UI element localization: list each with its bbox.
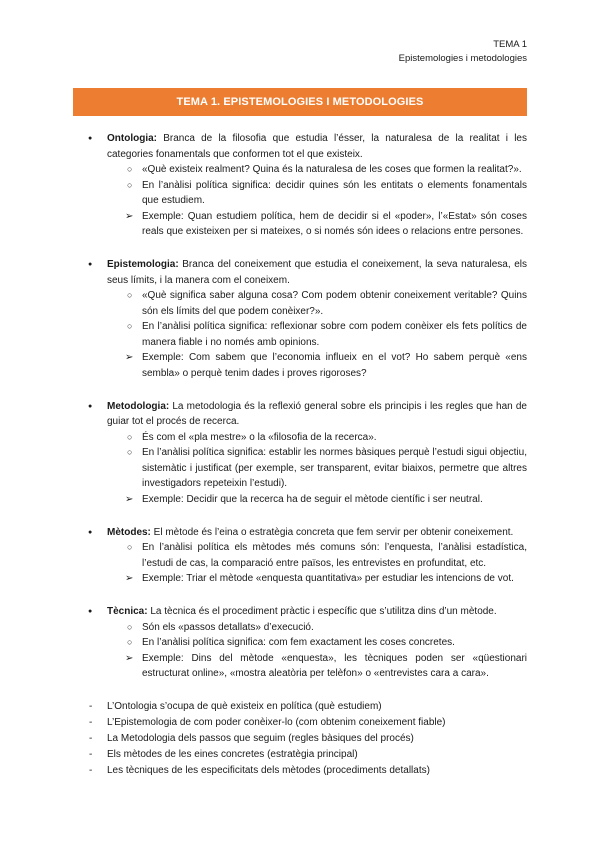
circle-bullet-icon: ○: [127, 621, 133, 632]
concept-definition: [73, 399, 527, 430]
example-item: [73, 492, 527, 508]
arrow-bullet-icon: ➢: [125, 573, 134, 584]
sub-item-text: Exemple: Triar el mètode «enquesta quantitativa» per estudiar les intencions de vot.: [142, 573, 514, 584]
concept-section: [73, 399, 527, 508]
header-topic-title: Epistemologies i metodologies: [398, 53, 527, 64]
sub-item-text: En l’anàlisi política significa: reflexionar sobre com podem conèixer els fets polítics de manera fiable i no només amb opinions.: [142, 321, 527, 348]
circle-bullet-icon: ○: [127, 431, 133, 442]
summary-item: - Els mètodes de les eines concretes (estratègia principal): [73, 747, 527, 763]
sub-item: [73, 319, 527, 350]
circle-bullet-icon: ○: [127, 164, 133, 174]
circle-bullet-icon: ○: [127, 321, 133, 331]
example-item: [73, 209, 527, 240]
sub-item-text: És com el «pla mestre» o la «filosofia de la recerca».: [142, 431, 377, 443]
concept-section: [73, 604, 527, 682]
arrow-bullet-icon: ➢: [125, 493, 134, 505]
circle-bullet-icon: ○: [127, 290, 133, 300]
sub-item-text: «Què significa saber alguna cosa? Com podem obtenir coneixement veritable? Quins són els límits del que podem conèixer?».: [142, 290, 527, 317]
sub-item-text: «Què existeix realment? Quina és la naturalesa de les coses que formen la realitat?».: [142, 164, 522, 175]
sub-item-text: Exemple: Dins del mètode «enquesta», les tècniques poden ser «qüestionari estructurat online», «mostra aleatòria per telèfon» o «entrevistes cara a cara».: [142, 652, 527, 679]
sub-item: [73, 430, 527, 446]
summary-item: - L’Epistemologia de com poder conèixer-lo (com obtenim coneixement fiable): [73, 715, 527, 731]
sub-item-text: Exemple: Decidir que la recerca ha de seguir el mètode científic i ser neutral.: [142, 493, 483, 505]
sub-item: [73, 540, 527, 571]
title-banner: TEMA 1. EPISTEMOLOGIES I METODOLOGIES: [73, 88, 527, 116]
concept-definition: [73, 604, 527, 620]
arrow-bullet-icon: ➢: [125, 210, 134, 222]
sub-item: [73, 178, 527, 209]
document-body: [73, 131, 527, 779]
concept-definition-text: El mètode és l’eina o estratègia concreta que fem servir per obtenir coneixement.: [150, 526, 514, 538]
sub-item-text: En l’anàlisi política els mètodes més comuns són: l’enquesta, l’anàlisi estadística, l’estudi de cas, la comparació entre països, les entrevistes en profunditat, etc.: [142, 542, 527, 569]
concept-term: Epistemologia:: [107, 259, 179, 270]
concept-section: [73, 131, 527, 240]
summary-item: - Les tècniques de les especificitats dels mètodes (procediments detallats): [73, 763, 527, 779]
concept-definition: [73, 131, 527, 162]
concept-definition-text: La tècnica és el procediment pràctic i específic que s’utilitza dins d’un mètode.: [147, 606, 497, 617]
example-item: [73, 571, 527, 587]
concept-definition-text: La metodologia és la reflexió general sobre els principis i les regles que han de guiar tot el procés de recerca.: [107, 400, 527, 427]
sub-item-text: En l’anàlisi política significa: decidir quines són les entitats o elements fonamentals que estudiem.: [142, 179, 527, 206]
sub-item: [73, 445, 527, 492]
sub-item-text: Exemple: Quan estudiem política, hem de decidir si el «poder», l’«Estat» són coses reals que existeixen per si mateixes, o si només són idees o relacions entre persones.: [142, 210, 527, 237]
summary-list: [73, 699, 527, 779]
sub-item-text: Exemple: Com sabem que l’economia influeix en el vot? Ho sabem perquè «ens sembla» o perquè tenim dades i proves rigoroses?: [142, 352, 527, 379]
sub-item: [73, 620, 527, 636]
example-item: [73, 651, 527, 682]
circle-bullet-icon: ○: [127, 637, 133, 647]
concept-section: [73, 257, 527, 381]
summary-item: - La Metodologia dels passos que seguim (regles bàsiques del procés): [73, 731, 527, 747]
concept-definition-text: Branca del coneixement que estudia el coneixement, la seva naturalesa, els seus límits, i la manera com el coneixem.: [107, 259, 527, 286]
sub-item: [73, 635, 527, 651]
concept-definition-text: Branca de la filosofia que estudia l’ésser, la naturalesa de la realitat i les categories fonamentals que conformen tot el que existeix.: [107, 133, 527, 160]
concept-term: Ontologia:: [107, 133, 157, 144]
sub-item-text: En l’anàlisi política significa: establir les normes bàsiques perquè l’estudi sigui objectiu, sistemàtic i justificat (per exemple, ser transparent, evitar biaixos, permetre que altres investigadors repeteixin l’estudi).: [142, 447, 527, 489]
arrow-bullet-icon: ➢: [125, 352, 134, 363]
header-topic-number: TEMA 1: [493, 39, 527, 50]
circle-bullet-icon: ○: [127, 447, 133, 457]
concept-term: Mètodes:: [107, 526, 151, 538]
arrow-bullet-icon: ➢: [125, 652, 134, 664]
circle-bullet-icon: ○: [127, 542, 133, 552]
circle-bullet-icon: ○: [127, 179, 133, 190]
sub-item: [73, 288, 527, 319]
concept-definition: [73, 257, 527, 288]
example-item: [73, 350, 527, 381]
sub-item-text: Són els «passos detallats» d’execució.: [142, 621, 314, 633]
concept-section: [73, 525, 527, 587]
concept-definition: [73, 525, 527, 541]
concept-term: Metodologia:: [107, 400, 170, 412]
sub-item: [73, 162, 527, 178]
sub-item-text: En l’anàlisi política significa: com fem exactament les coses concretes.: [142, 637, 455, 648]
concept-term: Tècnica:: [107, 606, 148, 617]
page-header: [399, 38, 527, 66]
summary-item: - L’Ontologia s’ocupa de què existeix en política (què estudiem): [73, 699, 527, 715]
